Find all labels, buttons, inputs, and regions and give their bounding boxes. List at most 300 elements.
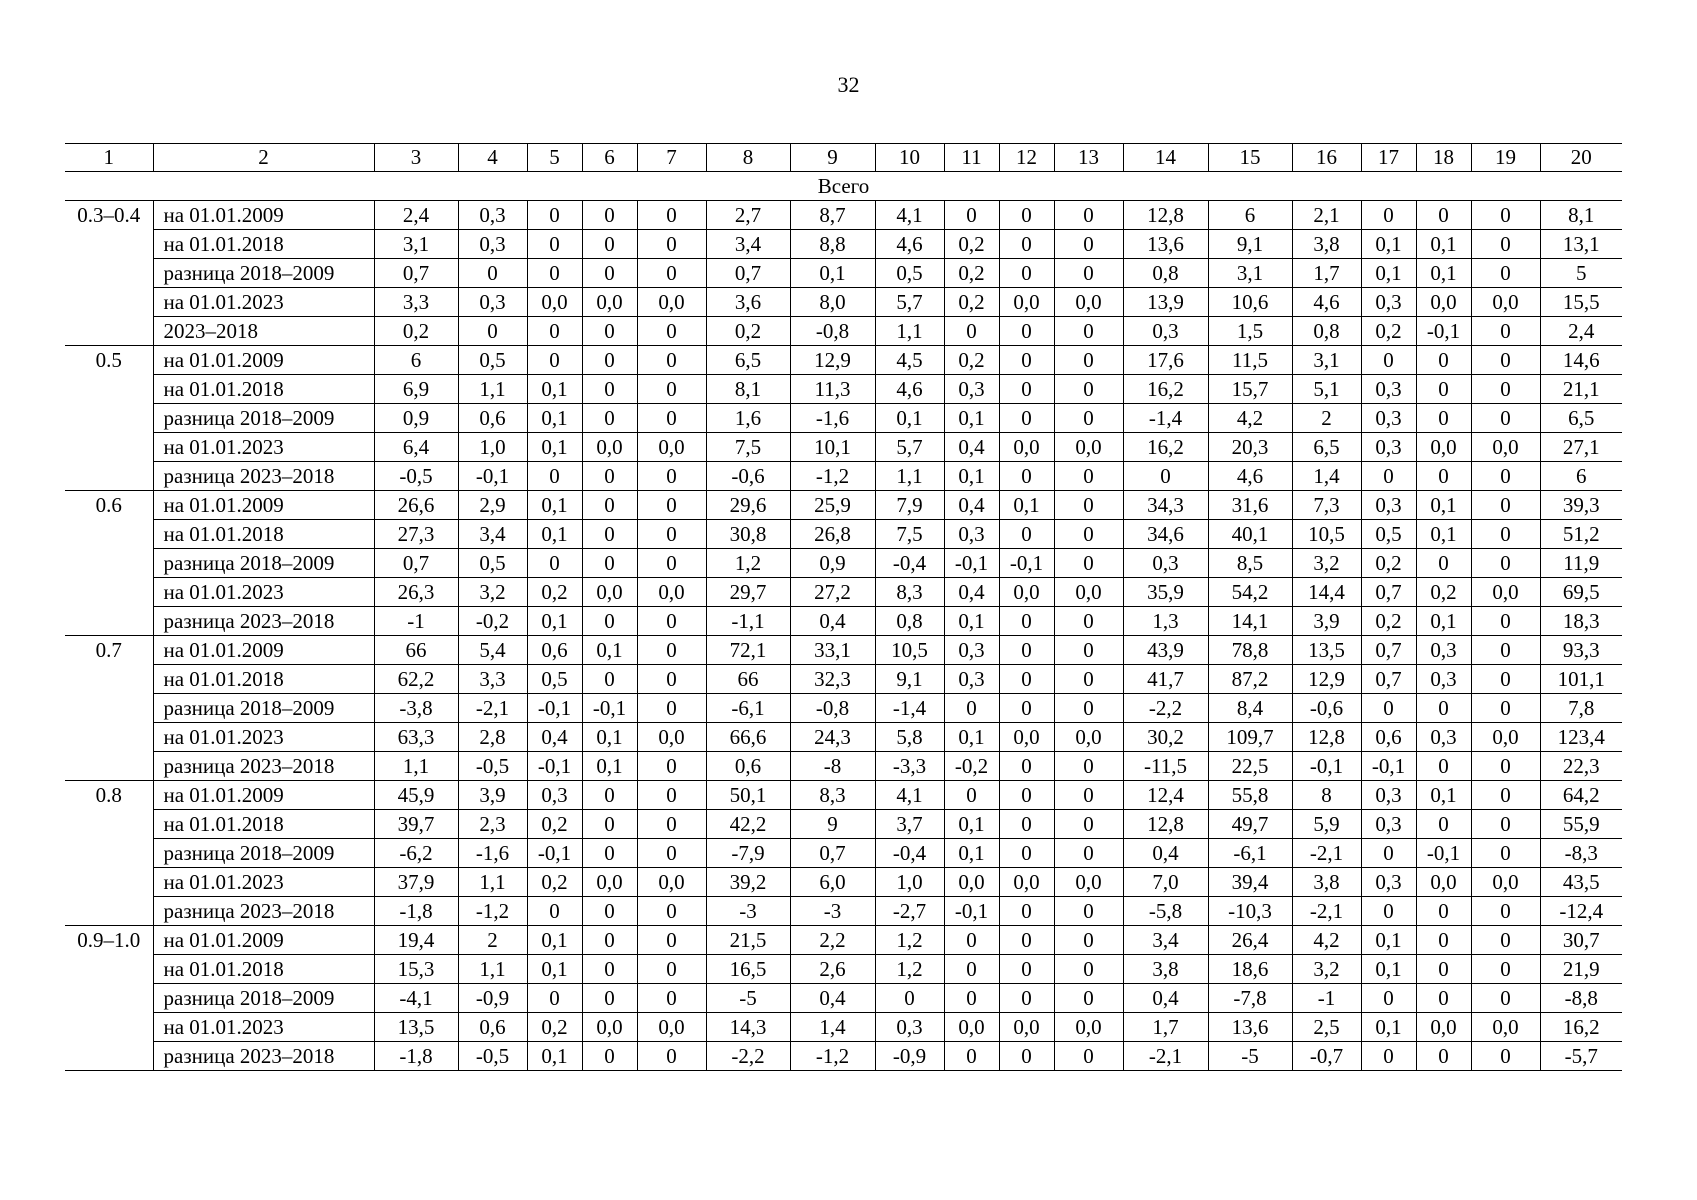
table-cell: 0 [1471, 781, 1540, 810]
table-cell: 30,7 [1540, 926, 1622, 955]
table-cell: -0,1 [527, 752, 582, 781]
table-cell: 0 [1416, 201, 1471, 230]
table-cell: 0 [1416, 955, 1471, 984]
table-cell: 0 [582, 259, 637, 288]
table-cell: 0,6 [458, 404, 527, 433]
table-cell: 7,3 [1292, 491, 1361, 520]
table-cell: 7,0 [1123, 868, 1208, 897]
table-cell: 0 [1471, 955, 1540, 984]
column-header: 8 [706, 144, 790, 172]
table-cell: 0,1 [790, 259, 875, 288]
table-row [65, 549, 1622, 578]
table-cell: -2,7 [875, 897, 944, 926]
table-cell: 10,6 [1208, 288, 1292, 317]
table-cell: 3,8 [1292, 230, 1361, 259]
table-cell: 4,6 [875, 375, 944, 404]
table-cell: 6,4 [374, 433, 458, 462]
table-cell: 0,8 [875, 607, 944, 636]
table-cell: 49,7 [1208, 810, 1292, 839]
table-cell: 0 [1054, 607, 1123, 636]
table-cell: -4,1 [374, 984, 458, 1013]
table-cell: 3,2 [458, 578, 527, 607]
row-label: разница 2018–2009 [153, 839, 374, 868]
table-cell: 72,1 [706, 636, 790, 665]
table-cell: 5,1 [1292, 375, 1361, 404]
table-row [65, 752, 1622, 781]
table-cell: -0,1 [1292, 752, 1361, 781]
table-cell: -11,5 [1123, 752, 1208, 781]
table-cell: 21,5 [706, 926, 790, 955]
table-cell: 1,1 [875, 462, 944, 491]
table-cell: 0 [637, 230, 706, 259]
table-row [65, 433, 1622, 462]
table-cell: 0 [582, 897, 637, 926]
table-cell: 3,1 [374, 230, 458, 259]
table-cell: 14,6 [1540, 346, 1622, 375]
section-title: Всего [65, 172, 1622, 201]
table-cell: -5 [706, 984, 790, 1013]
table-cell: 0 [1054, 1042, 1123, 1071]
table-cell: 0 [1054, 810, 1123, 839]
table-cell: 0 [1416, 346, 1471, 375]
table-cell: 0,2 [1361, 607, 1416, 636]
table-cell: 0,3 [1361, 810, 1416, 839]
table-cell: 0 [637, 810, 706, 839]
table-cell: 0 [582, 607, 637, 636]
table-cell: 6 [1208, 201, 1292, 230]
table-cell: 62,2 [374, 665, 458, 694]
table-cell: 2,7 [706, 201, 790, 230]
column-header: 10 [875, 144, 944, 172]
table-cell: 0,4 [944, 491, 999, 520]
table-cell: 39,3 [1540, 491, 1622, 520]
data-table [65, 143, 1622, 1071]
table-cell: 69,5 [1540, 578, 1622, 607]
table-cell: 12,8 [1123, 810, 1208, 839]
column-header: 15 [1208, 144, 1292, 172]
table-cell: 0 [1471, 984, 1540, 1013]
row-label: разница 2023–2018 [153, 1042, 374, 1071]
table-cell: 0 [1416, 810, 1471, 839]
table-cell: 0 [999, 346, 1054, 375]
table-cell: 30,8 [706, 520, 790, 549]
table-cell: 1,5 [1208, 317, 1292, 346]
table-cell: 0,2 [527, 868, 582, 897]
table-cell: 0 [999, 897, 1054, 926]
group-label: 0.7 [65, 636, 153, 781]
table-cell: 11,3 [790, 375, 875, 404]
table-cell: 24,3 [790, 723, 875, 752]
table-cell: 0 [999, 810, 1054, 839]
table-row [65, 636, 1622, 665]
table-cell: -5,8 [1123, 897, 1208, 926]
table-cell: 3,3 [374, 288, 458, 317]
table-cell: 0 [1416, 897, 1471, 926]
table-row [65, 723, 1622, 752]
table-cell: 0,5 [458, 346, 527, 375]
table-cell: 0 [582, 955, 637, 984]
table-cell: 51,2 [1540, 520, 1622, 549]
table-cell: 0 [527, 462, 582, 491]
table-cell: 5,4 [458, 636, 527, 665]
column-header: 6 [582, 144, 637, 172]
table-cell: -6,1 [706, 694, 790, 723]
table-cell: 0 [637, 781, 706, 810]
table-cell: 7,5 [706, 433, 790, 462]
table-cell: 0 [527, 259, 582, 288]
row-label: на 01.01.2009 [153, 201, 374, 230]
table-cell: 7,5 [875, 520, 944, 549]
table-cell: 8,3 [790, 781, 875, 810]
table-cell: 17,6 [1123, 346, 1208, 375]
table-cell: 0,2 [944, 288, 999, 317]
table-cell: 0 [582, 665, 637, 694]
table-cell: 29,7 [706, 578, 790, 607]
table-cell: 13,9 [1123, 288, 1208, 317]
table-cell: 26,3 [374, 578, 458, 607]
table-cell: 0,3 [1123, 549, 1208, 578]
table-cell: 0,1 [944, 723, 999, 752]
table-cell: 16,2 [1540, 1013, 1622, 1042]
table-cell: 0,1 [1361, 926, 1416, 955]
table-row [65, 1042, 1622, 1071]
table-row [65, 926, 1622, 955]
table-cell: 0 [582, 839, 637, 868]
table-cell: 29,6 [706, 491, 790, 520]
page-number: 32 [837, 72, 860, 97]
row-label: разница 2018–2009 [153, 549, 374, 578]
table-cell: 0 [1054, 839, 1123, 868]
table-cell: 3,3 [458, 665, 527, 694]
table-cell: 0 [944, 694, 999, 723]
table-cell: 0,0 [1471, 723, 1540, 752]
table-cell: 41,7 [1123, 665, 1208, 694]
table-cell: 0,6 [1361, 723, 1416, 752]
table-cell: 0,6 [527, 636, 582, 665]
table-cell: 9,1 [875, 665, 944, 694]
table-cell: 3,2 [1292, 955, 1361, 984]
table-cell: 1,6 [706, 404, 790, 433]
table-row [65, 607, 1622, 636]
table-cell: 14,1 [1208, 607, 1292, 636]
table-cell: 39,2 [706, 868, 790, 897]
table-cell: 8,7 [790, 201, 875, 230]
table-cell: 12,8 [1123, 201, 1208, 230]
table-cell: -1,2 [790, 462, 875, 491]
column-header: 16 [1292, 144, 1361, 172]
table-cell: 0 [1054, 665, 1123, 694]
table-cell: 19,4 [374, 926, 458, 955]
table-cell: 0,3 [458, 201, 527, 230]
table-cell: -0,1 [944, 549, 999, 578]
table-cell: 27,2 [790, 578, 875, 607]
row-label: на 01.01.2023 [153, 578, 374, 607]
table-cell: 0,3 [1361, 781, 1416, 810]
table-cell: 6,5 [1292, 433, 1361, 462]
table-cell: 0 [582, 781, 637, 810]
table-cell: -1,8 [374, 897, 458, 926]
table-cell: 3,7 [875, 810, 944, 839]
table-cell: 0 [1361, 1042, 1416, 1071]
row-label: 2023–2018 [153, 317, 374, 346]
table-cell: -8,3 [1540, 839, 1622, 868]
table-cell: 0,2 [944, 259, 999, 288]
table-cell: 0,7 [1361, 636, 1416, 665]
table-cell: 3,4 [706, 230, 790, 259]
table-cell: -0,1 [944, 897, 999, 926]
table-cell: 39,7 [374, 810, 458, 839]
table-cell: 0 [1471, 491, 1540, 520]
table-cell: 0 [999, 607, 1054, 636]
table-cell: 0 [527, 317, 582, 346]
table-cell: 0 [582, 926, 637, 955]
table-cell: 0,0 [582, 868, 637, 897]
table-cell: -0,1 [582, 694, 637, 723]
table-row [65, 839, 1622, 868]
table-cell: 0 [1471, 897, 1540, 926]
table-cell: 0 [1471, 404, 1540, 433]
row-label: на 01.01.2023 [153, 868, 374, 897]
table-cell: 8,0 [790, 288, 875, 317]
table-cell: 0,0 [1054, 723, 1123, 752]
table-cell: 0 [999, 259, 1054, 288]
table-cell: 0 [1416, 1042, 1471, 1071]
table-cell: -10,3 [1208, 897, 1292, 926]
table-cell: 4,6 [1292, 288, 1361, 317]
table-cell: 0 [527, 230, 582, 259]
table-cell: 0 [999, 839, 1054, 868]
table-cell: 0,2 [527, 578, 582, 607]
table-cell: 0 [1054, 375, 1123, 404]
table-cell: 30,2 [1123, 723, 1208, 752]
table-cell: 0 [1054, 346, 1123, 375]
table-cell: -0,5 [374, 462, 458, 491]
table-cell: -12,4 [1540, 897, 1622, 926]
table-cell: 0,7 [706, 259, 790, 288]
table-cell: 1,0 [875, 868, 944, 897]
table-row [65, 694, 1622, 723]
group-label: 0.6 [65, 491, 153, 636]
table-cell: -1,4 [1123, 404, 1208, 433]
table-cell: 13,5 [374, 1013, 458, 1042]
table-cell: 43,9 [1123, 636, 1208, 665]
table-cell: 37,9 [374, 868, 458, 897]
table-cell: 0,1 [582, 723, 637, 752]
table-cell: 0,2 [374, 317, 458, 346]
table-cell: 101,1 [1540, 665, 1622, 694]
table-cell: 0 [1054, 636, 1123, 665]
table-cell: 0,1 [944, 607, 999, 636]
table-cell: 0,0 [637, 433, 706, 462]
table-cell: 15,7 [1208, 375, 1292, 404]
column-header: 3 [374, 144, 458, 172]
table-cell: 0 [1416, 694, 1471, 723]
table-cell: 26,4 [1208, 926, 1292, 955]
table-cell: 0,0 [999, 868, 1054, 897]
table-cell: 0,3 [527, 781, 582, 810]
table-cell: 1,4 [1292, 462, 1361, 491]
table-cell: 0,0 [582, 578, 637, 607]
table-row [65, 230, 1622, 259]
table-cell: 13,5 [1292, 636, 1361, 665]
table-cell: 0,2 [1361, 549, 1416, 578]
row-label: на 01.01.2009 [153, 926, 374, 955]
table-cell: 18,6 [1208, 955, 1292, 984]
column-header: 20 [1540, 144, 1622, 172]
table-cell: 0 [1361, 694, 1416, 723]
table-cell: 0 [1054, 404, 1123, 433]
table-row [65, 810, 1622, 839]
row-label: разница 2023–2018 [153, 752, 374, 781]
table-cell: 0,1 [527, 404, 582, 433]
table-cell: -1,1 [706, 607, 790, 636]
table-cell: 1,2 [706, 549, 790, 578]
table-cell: 0 [582, 491, 637, 520]
table-cell: 39,4 [1208, 868, 1292, 897]
table-cell: 0,0 [1471, 578, 1540, 607]
table-cell: 32,3 [790, 665, 875, 694]
table-cell: 0,2 [527, 810, 582, 839]
table-cell: 55,9 [1540, 810, 1622, 839]
row-label: на 01.01.2018 [153, 230, 374, 259]
row-label: разница 2018–2009 [153, 984, 374, 1013]
table-cell: 0,0 [637, 288, 706, 317]
table-cell: 1,1 [875, 317, 944, 346]
table-cell: 54,2 [1208, 578, 1292, 607]
table-cell: 2,4 [1540, 317, 1622, 346]
table-cell: 0 [999, 636, 1054, 665]
table-cell: 1,1 [458, 375, 527, 404]
table-cell: -0,1 [458, 462, 527, 491]
table-cell: 0 [637, 694, 706, 723]
table-row [65, 288, 1622, 317]
table-cell: 0,0 [1471, 288, 1540, 317]
table-cell: -0,1 [1361, 752, 1416, 781]
table-cell: 8 [1292, 781, 1361, 810]
table-cell: 0 [1471, 810, 1540, 839]
table-cell: 0 [999, 462, 1054, 491]
table-cell: 0,1 [1416, 781, 1471, 810]
table-row [65, 462, 1622, 491]
table-cell: 0,5 [1361, 520, 1416, 549]
table-cell: 0 [1361, 462, 1416, 491]
table-cell: 0,0 [582, 288, 637, 317]
table-cell: 0,0 [1054, 1013, 1123, 1042]
table-cell: 0,6 [706, 752, 790, 781]
row-label: разница 2018–2009 [153, 404, 374, 433]
table-row [65, 375, 1622, 404]
table-cell: 0 [637, 317, 706, 346]
table-cell: 0 [582, 230, 637, 259]
table-cell: 0,0 [637, 1013, 706, 1042]
table-cell: 0,0 [1054, 433, 1123, 462]
table-cell: 0 [1054, 694, 1123, 723]
table-cell: 0 [1361, 346, 1416, 375]
table-cell: 10,5 [1292, 520, 1361, 549]
column-header: 4 [458, 144, 527, 172]
table-cell: 1,1 [374, 752, 458, 781]
table-cell: 0 [1361, 839, 1416, 868]
table-cell: 0,2 [944, 346, 999, 375]
table-cell: 0 [999, 926, 1054, 955]
table-cell: 0,7 [1361, 578, 1416, 607]
table-cell: 0 [637, 636, 706, 665]
table-cell: 0,0 [944, 868, 999, 897]
table-cell: -0,1 [1416, 317, 1471, 346]
row-label: на 01.01.2009 [153, 491, 374, 520]
table-cell: 0,0 [1416, 868, 1471, 897]
table-cell: 0,1 [1416, 491, 1471, 520]
table-cell: 0,5 [875, 259, 944, 288]
table-cell: 0,7 [374, 549, 458, 578]
table-cell: 3,9 [1292, 607, 1361, 636]
table-cell: 0,0 [1416, 1013, 1471, 1042]
table-cell: 0 [582, 520, 637, 549]
table-cell: 0 [1471, 752, 1540, 781]
table-cell: 66 [374, 636, 458, 665]
table-cell: 0,3 [1361, 404, 1416, 433]
table-cell: 0 [1054, 462, 1123, 491]
table-cell: 3,6 [706, 288, 790, 317]
column-header: 17 [1361, 144, 1416, 172]
table-cell: 2,3 [458, 810, 527, 839]
table-cell: 0,0 [1416, 433, 1471, 462]
table-cell: 4,2 [1292, 926, 1361, 955]
table-cell: -0,4 [875, 549, 944, 578]
table-cell: 3,2 [1292, 549, 1361, 578]
table-cell: 0 [637, 201, 706, 230]
table-cell: 0 [944, 926, 999, 955]
table-cell: 55,8 [1208, 781, 1292, 810]
table-cell: 0 [637, 404, 706, 433]
table-cell: 3,1 [1208, 259, 1292, 288]
table-cell: 0 [1054, 926, 1123, 955]
table-cell: -0,1 [1416, 839, 1471, 868]
table-cell: 0,2 [527, 1013, 582, 1042]
table-cell: 2,4 [374, 201, 458, 230]
table-cell: 0 [1054, 491, 1123, 520]
table-cell: 40,1 [1208, 520, 1292, 549]
table-cell: -3 [706, 897, 790, 926]
table-cell: 0,7 [790, 839, 875, 868]
table-cell: 2,8 [458, 723, 527, 752]
table-cell: -1,6 [458, 839, 527, 868]
table-cell: 0,3 [875, 1013, 944, 1042]
table-cell: 0 [999, 375, 1054, 404]
table-cell: 66 [706, 665, 790, 694]
table-cell: 6 [374, 346, 458, 375]
table-cell: 11,5 [1208, 346, 1292, 375]
table-cell: 6,0 [790, 868, 875, 897]
table-row [65, 868, 1622, 897]
table-row [65, 259, 1622, 288]
table-cell: 0 [1416, 926, 1471, 955]
table-cell: 0 [999, 694, 1054, 723]
table-cell: 66,6 [706, 723, 790, 752]
column-header: 13 [1054, 144, 1123, 172]
table-cell: 0 [1054, 230, 1123, 259]
table-cell: 8,1 [1540, 201, 1622, 230]
table-cell: 1,3 [1123, 607, 1208, 636]
table-cell: 0 [1054, 549, 1123, 578]
table-cell: 0,3 [458, 288, 527, 317]
table-cell: 0 [1416, 404, 1471, 433]
column-header: 5 [527, 144, 582, 172]
table-cell: 0 [637, 752, 706, 781]
table-cell: 0,3 [458, 230, 527, 259]
table-row [65, 781, 1622, 810]
table-cell: -1 [374, 607, 458, 636]
